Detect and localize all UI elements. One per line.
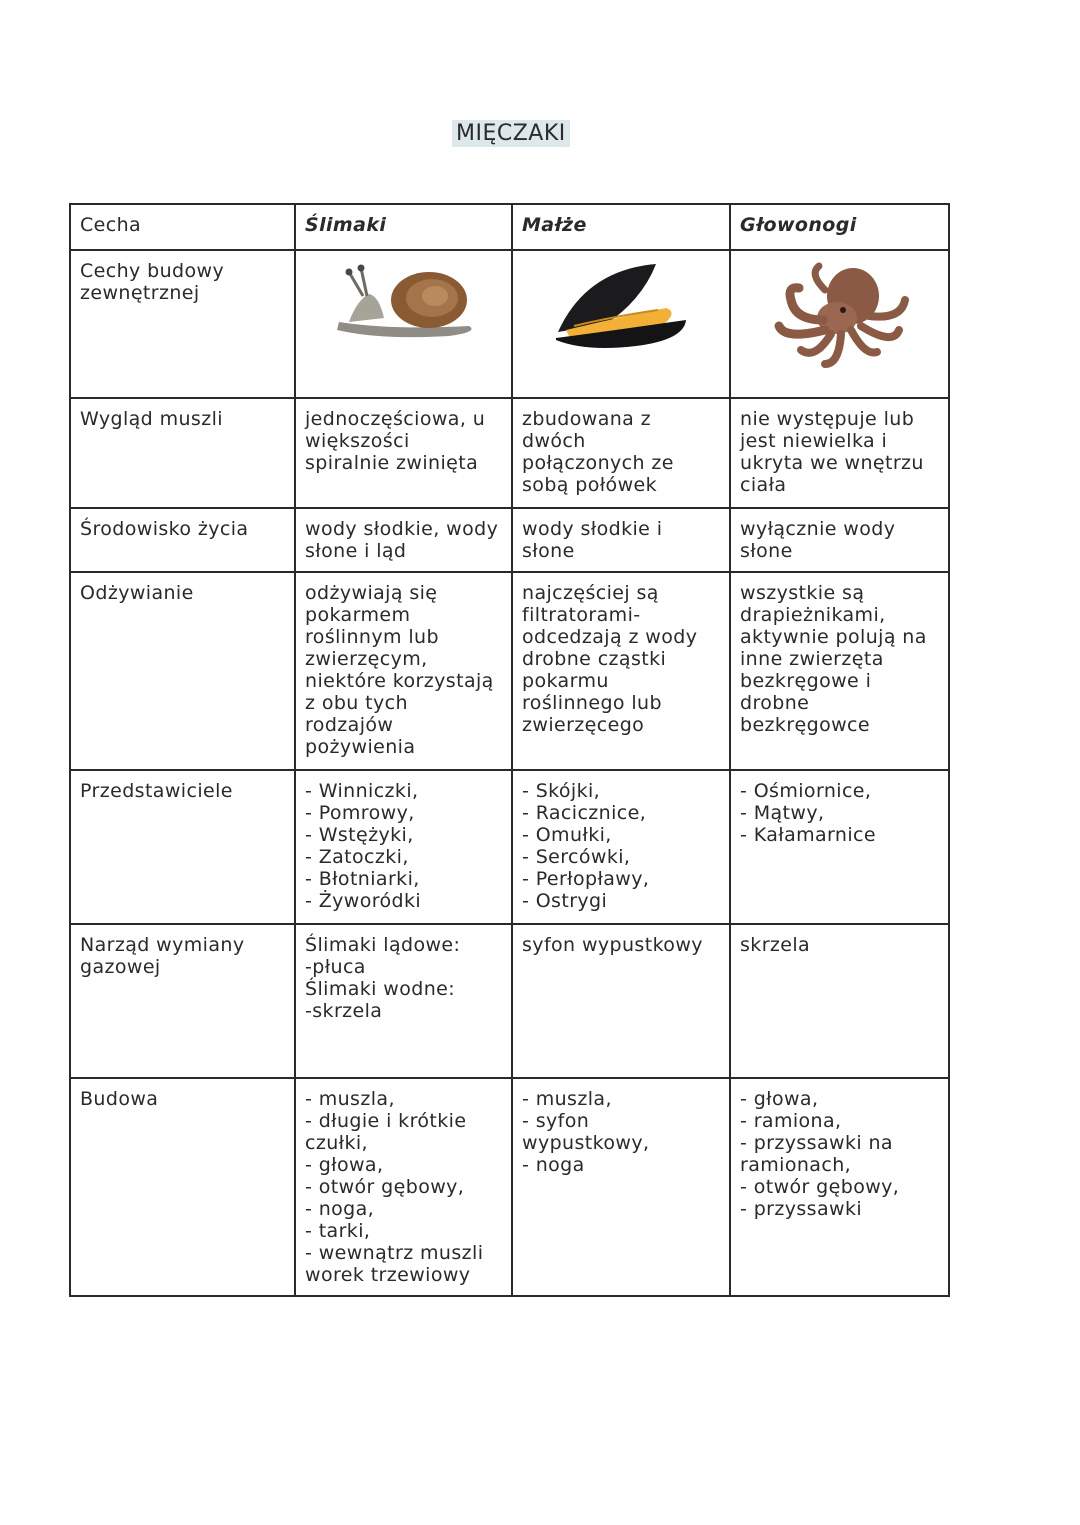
table-cell <box>730 572 949 770</box>
column-header-snails: Ślimaki <box>295 204 512 250</box>
cell-line: - Racicznice, <box>522 802 647 824</box>
row-label <box>70 924 295 1078</box>
cell-line: - przyssawki <box>740 1198 863 1220</box>
cell-line: - muszla, <box>522 1088 612 1110</box>
row-label-line: Środowisko życia <box>80 518 249 540</box>
cell-line: skrzela <box>740 934 811 956</box>
cell-line: drobne cząstki <box>522 648 667 670</box>
row-label-line: gazowej <box>80 956 161 978</box>
table-cell <box>730 398 949 508</box>
cell-line: pożywienia <box>305 736 416 758</box>
table-cell <box>295 1078 512 1296</box>
cell-line: syfon wypustkowy <box>522 934 703 956</box>
table-cell <box>512 508 730 572</box>
cell-line: nie występuje lub <box>740 408 915 430</box>
cell-line: większości <box>305 430 410 452</box>
cell-line: - Żyworódki <box>305 890 422 912</box>
cell-line: wody słodkie i <box>522 518 663 540</box>
cell-line: ciała <box>740 474 787 496</box>
cell-line: spiralnie zwinięta <box>305 452 479 474</box>
column-header-bivalves: Małże <box>512 204 730 250</box>
table-row <box>70 508 949 572</box>
cell-line: - Ostrygi <box>522 890 608 912</box>
cell-line: z obu tych <box>305 692 408 714</box>
cell-line: - Błotniarki, <box>305 868 420 890</box>
table-cell <box>730 508 949 572</box>
row-label-line: Wygląd muszli <box>80 408 223 430</box>
table-row <box>70 770 949 924</box>
cell-line: sobą połówek <box>522 474 658 496</box>
cell-line: - Zatoczki, <box>305 846 409 868</box>
snail-image <box>329 260 479 340</box>
cell-line: jednoczęściowa, u <box>305 408 486 430</box>
cell-line: odżywiają się <box>305 582 438 604</box>
table-cell <box>295 508 512 572</box>
table-cell <box>730 770 949 924</box>
page-title: MIĘCZAKI <box>452 120 570 147</box>
snail-cell <box>295 250 512 398</box>
cell-line: - tarki, <box>305 1220 371 1242</box>
cell-line: aktywnie polują na <box>740 626 927 648</box>
table-row <box>70 250 949 398</box>
row-label <box>70 1078 295 1296</box>
row-label <box>70 508 295 572</box>
table-cell <box>295 770 512 924</box>
row-label-line: Cechy budowy <box>80 260 225 282</box>
cell-line: wszystkie są <box>740 582 865 604</box>
cell-line: zwierzęcego <box>522 714 645 736</box>
cell-line: zbudowana z <box>522 408 652 430</box>
cell-line: dwóch <box>522 430 586 452</box>
cell-line: wypustkowy, <box>522 1132 650 1154</box>
table-row <box>70 924 949 1078</box>
row-label <box>70 398 295 508</box>
comparison-table <box>69 203 950 1297</box>
cell-line: drapieżnikami, <box>740 604 886 626</box>
cell-line: - Ośmiornice, <box>740 780 872 802</box>
mussel-cell <box>512 250 730 398</box>
column-header-cephalopods: Głowonogi <box>730 204 949 250</box>
cell-line: - syfon <box>522 1110 590 1132</box>
table-row <box>70 572 949 770</box>
cell-line: jest niewielka i <box>740 430 888 452</box>
table-cell <box>512 924 730 1078</box>
column-header-feature: Cecha <box>70 204 295 250</box>
cell-line: wyłącznie wody <box>740 518 896 540</box>
table-cell <box>512 572 730 770</box>
cell-line: połączonych ze <box>522 452 674 474</box>
cell-line: roślinnego lub <box>522 692 662 714</box>
cell-line: - noga <box>522 1154 585 1176</box>
table-cell <box>512 1078 730 1296</box>
cell-line: roślinnym lub <box>305 626 439 648</box>
cell-line: filtratorami- <box>522 604 641 626</box>
cell-line: - Sercówki, <box>522 846 631 868</box>
row-label <box>70 770 295 924</box>
cell-line: rodzajów <box>305 714 394 736</box>
cell-line: pokarmem <box>305 604 411 626</box>
table-cell <box>730 1078 949 1296</box>
table-row <box>70 398 949 508</box>
table-cell <box>295 398 512 508</box>
cell-line: inne zwierzęta <box>740 648 884 670</box>
mussel-image <box>546 260 696 350</box>
cell-line: słone <box>740 540 793 562</box>
table-row <box>70 1078 949 1296</box>
cell-line: - otwór gębowy, <box>305 1176 465 1198</box>
cell-line: - noga, <box>305 1198 375 1220</box>
cell-line: - Mątwy, <box>740 802 825 824</box>
cell-line: - Winniczki, <box>305 780 419 802</box>
cell-line: zwierzęcym, <box>305 648 428 670</box>
cell-line: Ślimaki wodne: <box>305 978 456 1000</box>
cell-line: ramionach, <box>740 1154 852 1176</box>
cell-line: czułki, <box>305 1132 368 1154</box>
cell-line: - Omułki, <box>522 824 612 846</box>
cell-line: ukryta we wnętrzu <box>740 452 924 474</box>
cell-line: - Perłopławy, <box>522 868 650 890</box>
cell-line: - Wstężyki, <box>305 824 414 846</box>
cell-line: - Pomrowy, <box>305 802 415 824</box>
cell-line: drobne <box>740 692 810 714</box>
cell-line: niektóre korzystają <box>305 670 494 692</box>
cell-line: - wewnątrz muszli <box>305 1242 484 1264</box>
cell-line: Ślimaki lądowe: <box>305 934 461 956</box>
cell-line: - długie i krótkie <box>305 1110 467 1132</box>
cell-line: - ramiona, <box>740 1110 842 1132</box>
cell-line: najczęściej są <box>522 582 659 604</box>
cell-line: słone i ląd <box>305 540 407 562</box>
cell-line: - muszla, <box>305 1088 395 1110</box>
cell-line: - Skójki, <box>522 780 601 802</box>
table-cell <box>730 924 949 1078</box>
cell-line: wody słodkie, wody <box>305 518 499 540</box>
cell-line: odcedzają z wody <box>522 626 698 648</box>
header-row <box>70 204 949 250</box>
cell-line: bezkręgowce <box>740 714 870 736</box>
table-cell <box>512 770 730 924</box>
cell-line: pokarmu <box>522 670 609 692</box>
row-label-line: Odżywianie <box>80 582 194 604</box>
row-label <box>70 572 295 770</box>
table-cell <box>295 924 512 1078</box>
row-label-line: Budowa <box>80 1088 159 1110</box>
cell-line: -płuca <box>305 956 366 978</box>
table-cell <box>512 398 730 508</box>
row-label <box>70 250 295 398</box>
cell-line: - otwór gębowy, <box>740 1176 900 1198</box>
cell-line: bezkręgowe i <box>740 670 872 692</box>
octopus-cell <box>730 250 949 398</box>
cell-line: worek trzewiowy <box>305 1264 471 1286</box>
cell-line: słone <box>522 540 575 562</box>
row-label-line: zewnętrznej <box>80 282 200 304</box>
cell-line: - przyssawki na <box>740 1132 893 1154</box>
row-label-line: Przedstawiciele <box>80 780 233 802</box>
octopus-image <box>765 260 915 370</box>
cell-line: - głowa, <box>305 1154 384 1176</box>
cell-line: - Kałamarnice <box>740 824 876 846</box>
table-cell <box>295 572 512 770</box>
cell-line: - głowa, <box>740 1088 819 1110</box>
cell-line: -skrzela <box>305 1000 383 1022</box>
row-label-line: Narząd wymiany <box>80 934 245 956</box>
